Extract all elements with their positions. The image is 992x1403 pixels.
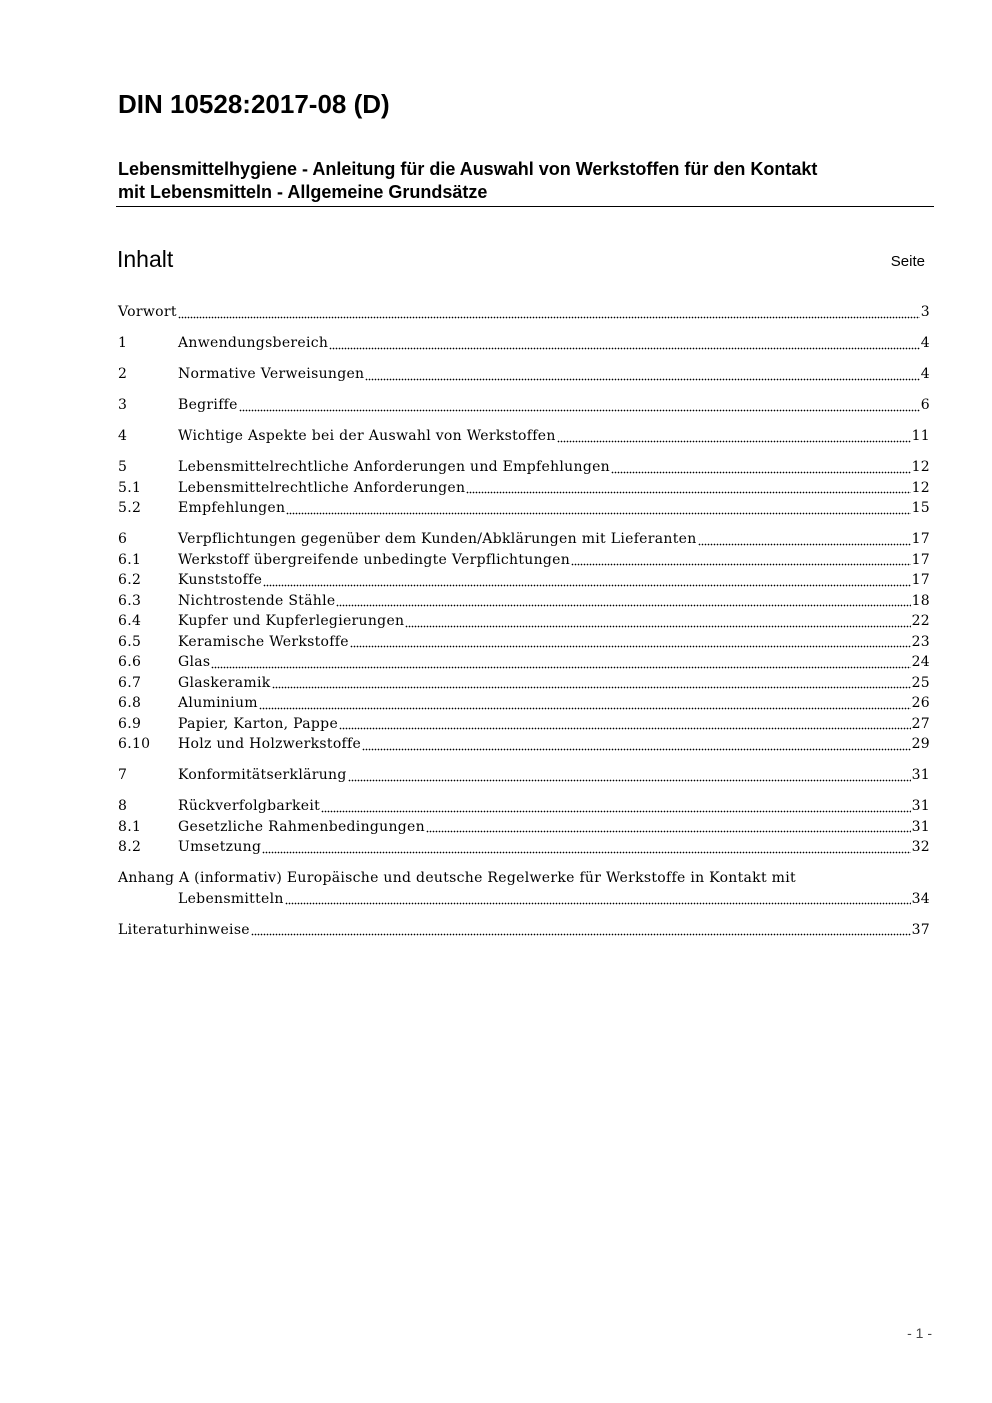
toc-entry-number: 5.1: [118, 479, 142, 496]
dot-leader: [178, 306, 920, 319]
document-title-line: mit Lebensmitteln - Allgemeine Grundsätze: [118, 182, 488, 202]
toc-entry-label: Holz und Holzwerkstoffe: [178, 736, 362, 752]
toc-entry[interactable]: [118, 498, 930, 519]
toc-entry-page: 3: [920, 304, 930, 320]
toc-entry-number: 1: [118, 335, 128, 351]
toc-entry-page: 32: [911, 839, 930, 855]
dot-leader: [405, 615, 910, 628]
toc-entry-number: 6.9: [118, 715, 142, 732]
toc-entry-label: Glas: [178, 654, 211, 670]
toc-entry-label: Kupfer und Kupferlegierungen: [178, 613, 405, 629]
toc-entry-page: 37: [911, 921, 930, 938]
toc-entry[interactable]: [118, 570, 930, 591]
toc-entry-number: 6.3: [118, 592, 142, 609]
toc-entry[interactable]: [118, 478, 930, 499]
toc-entry-number: 5.2: [118, 500, 142, 516]
toc-entry-number: 6.10: [118, 736, 151, 752]
toc-entry-number: 2: [118, 366, 128, 382]
toc-entry-number: 6.2: [118, 572, 142, 588]
dot-leader: [339, 717, 911, 730]
toc-entry-label: Umsetzung: [178, 839, 262, 855]
toc-entry-label: Lebensmitteln: [178, 890, 284, 907]
toc-entry[interactable]: [118, 302, 930, 323]
toc-entry[interactable]: [118, 550, 930, 571]
toc-entry-page: 6: [920, 397, 930, 413]
dot-leader: [321, 800, 910, 813]
dot-leader: [272, 676, 911, 689]
toc-entry-number: 6.6: [118, 654, 142, 670]
toc-entry[interactable]: [118, 632, 930, 653]
toc-entry-label: Lebensmittelrechtliche Anforderungen und Empfehlungen: [178, 459, 610, 475]
dot-leader: [329, 337, 920, 350]
dot-leader: [611, 461, 911, 474]
toc-entry[interactable]: [118, 734, 930, 755]
toc-entry-number: 6.5: [118, 633, 142, 650]
toc-entry[interactable]: [118, 364, 930, 385]
toc-entry-page: 24: [911, 654, 930, 670]
toc-entry[interactable]: [118, 395, 930, 416]
toc-entry[interactable]: [118, 426, 930, 447]
dot-leader: [466, 481, 910, 494]
toc-entry-page: 31: [911, 767, 930, 783]
toc-entry-page: 4: [920, 335, 930, 351]
toc-entry-label: Lebensmittelrechtliche Anforderungen: [178, 479, 466, 496]
toc-entry-number: 8.2: [118, 839, 142, 855]
toc-entry-label: Verpflichtungen gegenüber dem Kunden/Abklärungen mit Lieferanten: [178, 531, 697, 547]
toc-entry[interactable]: [118, 714, 930, 735]
toc-entry-label: Normative Verweisungen: [178, 366, 365, 382]
toc-entry-number: 8.1: [118, 818, 142, 835]
toc-entry-label: Konformitätserklärung: [178, 767, 347, 783]
dot-leader: [350, 635, 911, 648]
title-divider: [116, 206, 934, 207]
dot-leader: [259, 697, 911, 710]
toc-entry[interactable]: [118, 920, 930, 941]
toc-entry-page: 11: [911, 428, 930, 444]
toc-entry[interactable]: [118, 868, 930, 909]
dot-leader: [426, 820, 911, 833]
document-title-line: Lebensmittelhygiene - Anleitung für die Auswahl von Werkstoffen für den Kontakt: [118, 159, 818, 179]
toc-entry-page: 15: [911, 500, 930, 516]
toc-entry[interactable]: [118, 591, 930, 612]
toc-entry[interactable]: [118, 652, 930, 673]
dot-leader: [211, 656, 910, 669]
dot-leader: [239, 399, 920, 412]
toc-entry[interactable]: [118, 333, 930, 354]
toc-entry-label: Begriffe: [178, 397, 238, 413]
toc-entry-page: 12: [911, 479, 930, 496]
toc-entry[interactable]: [118, 673, 930, 694]
toc-entry-label: Vorwort: [118, 304, 177, 320]
toc-entry-label: Werkstoff übergreifende unbedingte Verpflichtungen: [178, 551, 571, 568]
toc-entry-label: Literaturhinweise: [118, 921, 250, 938]
toc-entry-number: 4: [118, 428, 128, 444]
toc-entry-page: 34: [911, 890, 930, 907]
toc-entry-page: 17: [911, 531, 930, 547]
document-title: [118, 158, 918, 204]
toc-entry-number: 7: [118, 767, 128, 783]
table-of-contents: [118, 302, 930, 940]
toc-entry-page: 31: [911, 798, 930, 814]
toc-entry-label: Glaskeramik: [178, 674, 271, 691]
toc-entry-page: 25: [911, 674, 930, 691]
toc-entry-label: Aluminium: [178, 695, 258, 711]
toc-entry-label: Anhang A (informativ) Europäische und deutsche Regelwerke für Werkstoffe in Kontakt mit: [118, 870, 796, 886]
toc-entry-label: Kunststoffe: [178, 572, 263, 588]
toc-entry-page: 29: [911, 736, 930, 752]
toc-entry-number: 3: [118, 397, 128, 413]
toc-entry-number: 6.8: [118, 695, 142, 711]
toc-entry-label: Wichtige Aspekte bei der Auswahl von Werkstoffen: [178, 428, 556, 444]
dot-leader: [251, 923, 911, 936]
toc-entry-page: 12: [911, 459, 930, 475]
toc-entry-page: 22: [911, 613, 930, 629]
toc-entry[interactable]: [118, 457, 930, 478]
toc-entry-number: 6.7: [118, 674, 142, 691]
toc-entry-page: 31: [911, 818, 930, 835]
toc-entry[interactable]: [118, 693, 930, 714]
toc-entry-page: 17: [911, 572, 930, 588]
toc-entry-page: 26: [911, 695, 930, 711]
toc-entry[interactable]: [118, 529, 930, 550]
toc-entry-page: 18: [911, 592, 930, 609]
toc-entry-number: 6: [118, 531, 128, 547]
toc-entry-label: Empfehlungen: [178, 500, 286, 516]
dot-leader: [348, 769, 911, 782]
toc-heading: Inhalt: [117, 246, 174, 272]
toc-entry-label: Nichtrostende Stähle: [178, 592, 336, 609]
dot-leader: [263, 574, 910, 587]
toc-entry-number: 6.1: [118, 551, 142, 568]
toc-entry[interactable]: [118, 611, 930, 632]
toc-entry[interactable]: [118, 837, 930, 858]
dot-leader: [285, 892, 911, 905]
toc-page-column-label: Seite: [890, 253, 925, 270]
toc-entry-page: 27: [911, 715, 930, 732]
page-number: - 1 -: [907, 1325, 932, 1341]
toc-entry-number: 8: [118, 798, 128, 814]
toc-entry-number: 5: [118, 459, 128, 475]
toc-entry-page: 17: [911, 551, 930, 568]
dot-leader: [262, 841, 910, 854]
toc-entry-label: Papier, Karton, Pappe: [178, 715, 339, 732]
toc-entry[interactable]: [118, 817, 930, 838]
dot-leader: [362, 738, 910, 751]
toc-entry[interactable]: [118, 765, 930, 786]
dot-leader: [698, 533, 911, 546]
toc-entry-label: Rückverfolgbarkeit: [178, 798, 321, 814]
document-id: DIN 10528:2017-08 (D): [118, 89, 390, 119]
toc-entry-number: 6.4: [118, 613, 142, 629]
dot-leader: [336, 594, 910, 607]
dot-leader: [571, 553, 911, 566]
toc-entry-page: 4: [920, 366, 930, 382]
dot-leader: [557, 430, 911, 443]
dot-leader: [286, 502, 910, 515]
toc-entry-label: Anwendungsbereich: [178, 335, 329, 351]
dot-leader: [365, 368, 919, 381]
toc-entry[interactable]: [118, 796, 930, 817]
toc-entry-label: Keramische Werkstoffe: [178, 633, 349, 650]
toc-entry-page: 23: [911, 633, 930, 650]
toc-entry-label: Gesetzliche Rahmenbedingungen: [178, 818, 425, 835]
